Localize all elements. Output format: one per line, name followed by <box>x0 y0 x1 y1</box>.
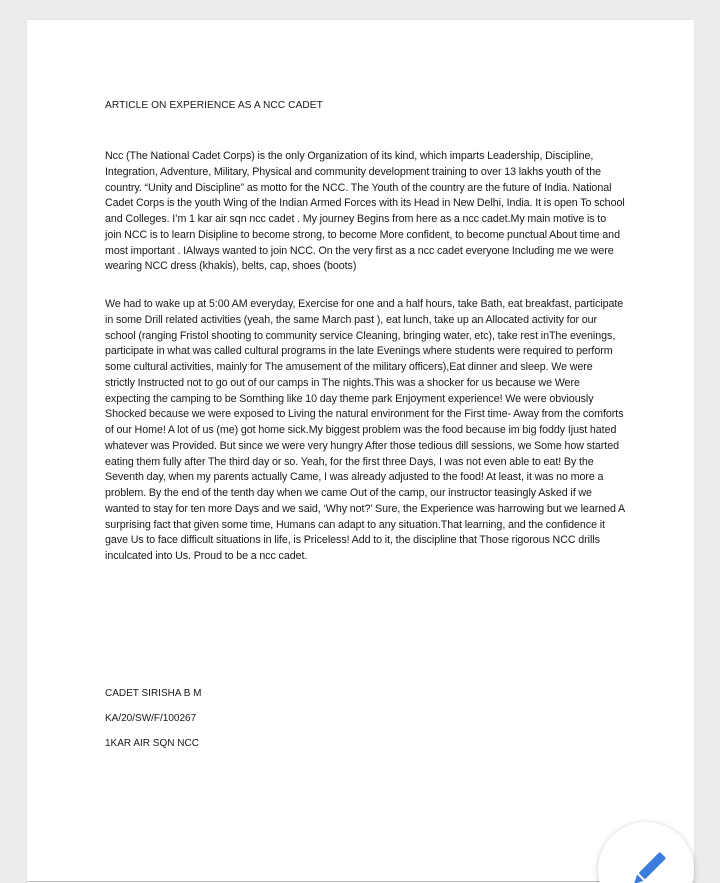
paragraph-camp-experience: We had to wake up at 5:00 AM everyday, Exercise for one and a half hours, take Bath, eat breakfast, participate in some Drill related activities (yeah, the same March past ), eat lunch, take up an Allocated activity for our school (ranging Fristol shooting to community service Cleaning, bringing water, etc), take rest inThe evenings, participate in what was called cultural programs in the late Evenings where students were required to perform some cultural activities, mainly for The amusement of the military officers),Eat dinner and sleep. We were strictly Instructed not to go out of our camps in The nights.This was a shocker for us because we Were expecting the camping to be Somthing like 10 day theme park Enjoyment experience! We were obviously Shocked because we were exposed to Living the natural environment for the First time- Away from the comforts of our Home! A lot of us (me) got home sick.My biggest problem was the food because im big foddy Ijust hated whatever was Provided. But since we were very hungry After those tedious dill sessions, we Some how started eating them fully after The third day or so. Yeah, for the first three Days, I was not even able to eat! By the Seventh day, when my parents actually Came, I was already adjusted to the food! At least, it was no more a problem. By the end of the tenth day when we came Out of the camp, our instructor teasingly Asked if we wanted to stay for ten more Days and we said, ‘Why not?’ Sure, the Experience was harrowing but we learned A surprising fact that given some time, Humans can adapt to any situation.That learning, and the confidence it gave Us to face difficult situations in life, is Priceless! Add to it, the discipline that Those rigorous NCC drills inculcated into Us. Proud to be a ncc cadet. <box>105 298 625 562</box>
article-title: ARTICLE ON EXPERIENCE AS A NCC CADET <box>105 100 323 111</box>
document-page <box>27 20 694 883</box>
signature-regimental-number: KA/20/SW/F/100267 <box>105 713 197 724</box>
page-divider <box>27 881 694 882</box>
pencil-icon <box>626 852 666 883</box>
paragraph-intro: Ncc (The National Cadet Corps) is the only Organization of its kind, which imparts Leadership, Discipline, Integration, Adventure, Military, Physical and community development training to over 13 lakhs youth of the country. “Unity and Discipline” as motto for the NCC. The Youth of the country are the future of India. National Cadet Corps is the youth Wing of the Indian Armed Forces with its Head in New Delhi, India. It is open To school and Colleges. I’m 1 kar air sqn ncc cadet . My journey Begins from here as a ncc cadet.My main motive is to join NCC is to learn Disipline to become strong, to become More confident, to become punctual About time and most important . IAlways wanted to join NCC. On the very first as a ncc cadet everyone Including me we were wearing NCC dress (khakis), belts, cap, shoes (boots) <box>105 150 625 273</box>
signature-unit: 1KAR AIR SQN NCC <box>105 738 199 749</box>
signature-name: CADET SIRISHA B M <box>105 688 202 699</box>
